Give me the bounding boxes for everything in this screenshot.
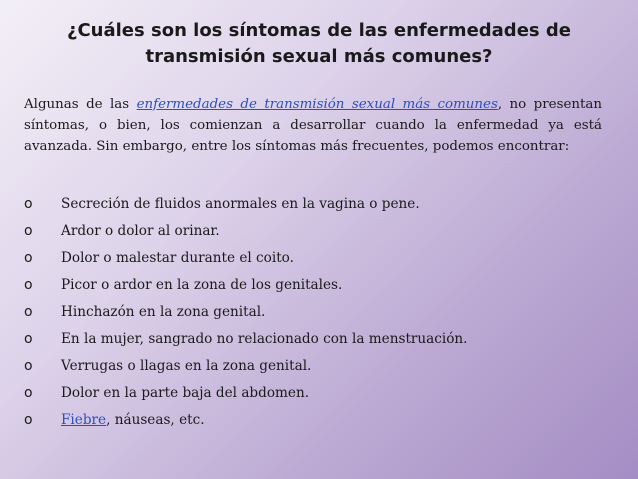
bullet-icon: o [24, 276, 33, 293]
bullet-icon: o [24, 357, 33, 374]
list-item [24, 271, 604, 298]
title-line-1: ¿Cuáles son los síntomas de las enfermedades de [67, 20, 571, 41]
bullet-icon: o [24, 222, 33, 239]
intro-text-before-link: Algunas de las [24, 97, 137, 112]
symptom-list [24, 190, 604, 433]
list-item [24, 244, 604, 271]
intro-text-after-link: , no presentan síntomas, o bien, los comienzan a desarrollar cuando la enfermedad ya está avanzada. Sin embargo, entre los síntomas más frecuentes, podemos encontrar: [24, 97, 602, 154]
title-line-2: transmisión sexual más comunes? [145, 46, 493, 67]
list-item [24, 379, 604, 406]
bullet-icon: o [24, 303, 33, 320]
bullet-icon: o [24, 411, 33, 428]
slide-title [40, 18, 598, 70]
list-item-text: Picor o ardor en la zona de los genitales. [61, 276, 343, 293]
list-item [24, 325, 604, 352]
list-item-text-after-link: , náuseas, etc. [106, 411, 205, 428]
list-item-text: Hinchazón en la zona genital. [61, 303, 266, 320]
list-item-text: En la mujer, sangrado no relacionado con la menstruación. [61, 330, 468, 347]
list-item-text: Dolor o malestar durante el coito. [61, 249, 294, 266]
fiebre-link[interactable]: Fiebre [61, 411, 107, 428]
bullet-icon: o [24, 384, 33, 401]
list-item-text: Verrugas o llagas en la zona genital. [61, 357, 312, 374]
intro-paragraph [24, 94, 602, 157]
list-item-text: Ardor o dolor al orinar. [61, 222, 220, 239]
list-item [24, 352, 604, 379]
list-item [24, 217, 604, 244]
list-item [24, 406, 604, 433]
bullet-icon: o [24, 195, 33, 212]
list-item-text: Dolor en la parte baja del abdomen. [61, 384, 310, 401]
bullet-icon: o [24, 249, 33, 266]
list-item [24, 298, 604, 325]
list-item [24, 190, 604, 217]
std-link[interactable]: enfermedades de transmisión sexual más comunes [136, 97, 498, 112]
bullet-icon: o [24, 330, 33, 347]
list-item-text: Secreción de fluidos anormales en la vagina o pene. [61, 195, 420, 212]
list-item-text [61, 412, 205, 428]
